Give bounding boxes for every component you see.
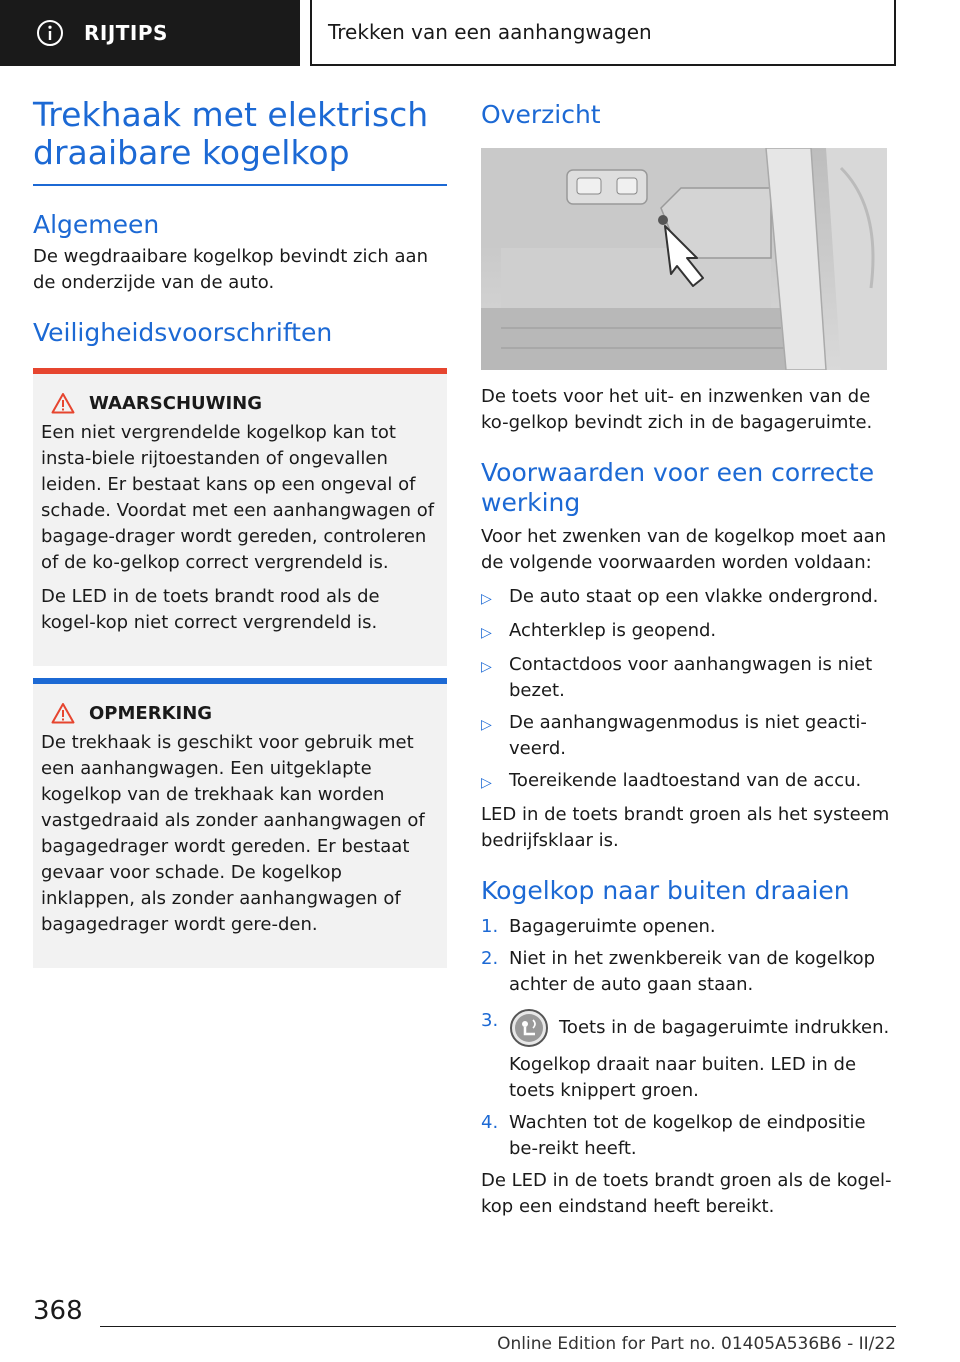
list-item: ▷ Achterklep is geopend.	[481, 618, 895, 646]
warning-title: WAARSCHUWING	[89, 392, 263, 414]
note-text: De trekhaak is geschikt voor gebruik met een aanhangwagen. Een uitgeklapte kogelkop van de trekhaak kan worden vastgedraaid als zonder aanhangwagen of bagagedrager wordt gereden. Er bestaat gevaar voor schade. De kogelkop inklappen, als zonder aanhangwagen of bagagedrager wordt gere-den.	[41, 732, 425, 935]
note-title: OPMERKING	[89, 702, 213, 724]
notice-triangle-icon	[51, 702, 75, 724]
list-item: ▷ Contactdoos voor aanhangwagen is niet bezet.	[481, 652, 895, 704]
final-text: De LED in de toets brandt groen als de kogel-kop een eindstand heeft bereikt.	[481, 1170, 892, 1217]
info-icon	[36, 19, 64, 47]
header-section-tab	[0, 0, 300, 66]
voorwaarden-heading: Voorwaarden voor een correcte werking	[481, 458, 875, 517]
footer-edition: Online Edition for Part no. 01405A536B6 - II/22	[497, 1334, 896, 1354]
left-column	[33, 96, 447, 968]
list-item: ▷ De aanhangwagenmodus is niet geacti-veerd.	[481, 710, 895, 762]
triangle-bullet-icon: ▷	[481, 659, 492, 675]
header-title-box	[310, 0, 896, 66]
right-column	[481, 96, 895, 1220]
algemeen-heading: Algemeen	[33, 210, 160, 239]
triangle-bullet-icon: ▷	[481, 625, 492, 641]
tow-hitch-button-icon	[509, 1008, 549, 1048]
triangle-bullet-icon: ▷	[481, 591, 492, 607]
page-title: Trekhaak met elektrisch draaibare kogelkop	[33, 96, 447, 186]
led-text: LED in de toets brandt groen als het systeem bedrijfsklaar is.	[481, 804, 890, 851]
page-number: 368	[33, 1296, 83, 1326]
footer-divider	[100, 1326, 896, 1327]
list-item: ▷ De auto staat op een vlakke ondergrond.	[481, 584, 895, 612]
conditions-list	[481, 584, 895, 796]
warning-text-2: De LED in de toets brandt rood als de kogel-kop niet correct vergrendeld is.	[41, 586, 380, 633]
overzicht-text: De toets voor het uit- en inzwenken van de ko-gelkop bevindt zich in de bagageruimte.	[481, 386, 873, 433]
buiten-heading: Kogelkop naar buiten draaien	[481, 876, 850, 905]
header-section: RIJTIPS	[84, 21, 168, 45]
voorwaarden-intro: Voor het zwenken van de kogelkop moet aan de volgende voorwaarden worden voldaan:	[481, 526, 887, 573]
algemeen-text: De wegdraaibare kogelkop bevindt zich aan de onderzijde van de auto.	[33, 246, 428, 293]
triangle-bullet-icon: ▷	[481, 775, 492, 791]
list-item: ▷ Toereikende laadtoestand van de accu.	[481, 768, 895, 796]
warning-text-1: Een niet vergrendelde kogelkop kan tot insta-biele rijtoestanden of ongevallen leiden. Er bestaat kans op een ongeval of schade. Voordat met een aanhangwagen of bagage-drager wordt gereden, controleren of de ko-gelkop correct vergrendeld is.	[41, 422, 435, 573]
warning-triangle-icon	[51, 392, 75, 414]
header-title: Trekken van een aanhangwagen	[328, 20, 652, 44]
triangle-bullet-icon: ▷	[481, 717, 492, 733]
trunk-photo	[481, 148, 887, 370]
note-box	[33, 678, 447, 968]
list-item: 3. Toets in de bagageruimte indrukken. Kogelkop draait naar buiten. LED in de toets knippert groen.	[481, 1010, 890, 1101]
steps-list	[481, 914, 895, 1162]
warning-box	[33, 368, 447, 666]
list-item: 1. Bagageruimte openen.	[481, 916, 716, 937]
veiligheid-heading: Veiligheidsvoorschriften	[33, 318, 333, 347]
list-item: 4. Wachten tot de kogelkop de eindpositie be-reikt heeft.	[481, 1112, 866, 1159]
overzicht-heading: Overzicht	[481, 100, 601, 129]
list-item: 2. Niet in het zwenkbereik van de kogelkop achter de auto gaan staan.	[481, 948, 876, 995]
